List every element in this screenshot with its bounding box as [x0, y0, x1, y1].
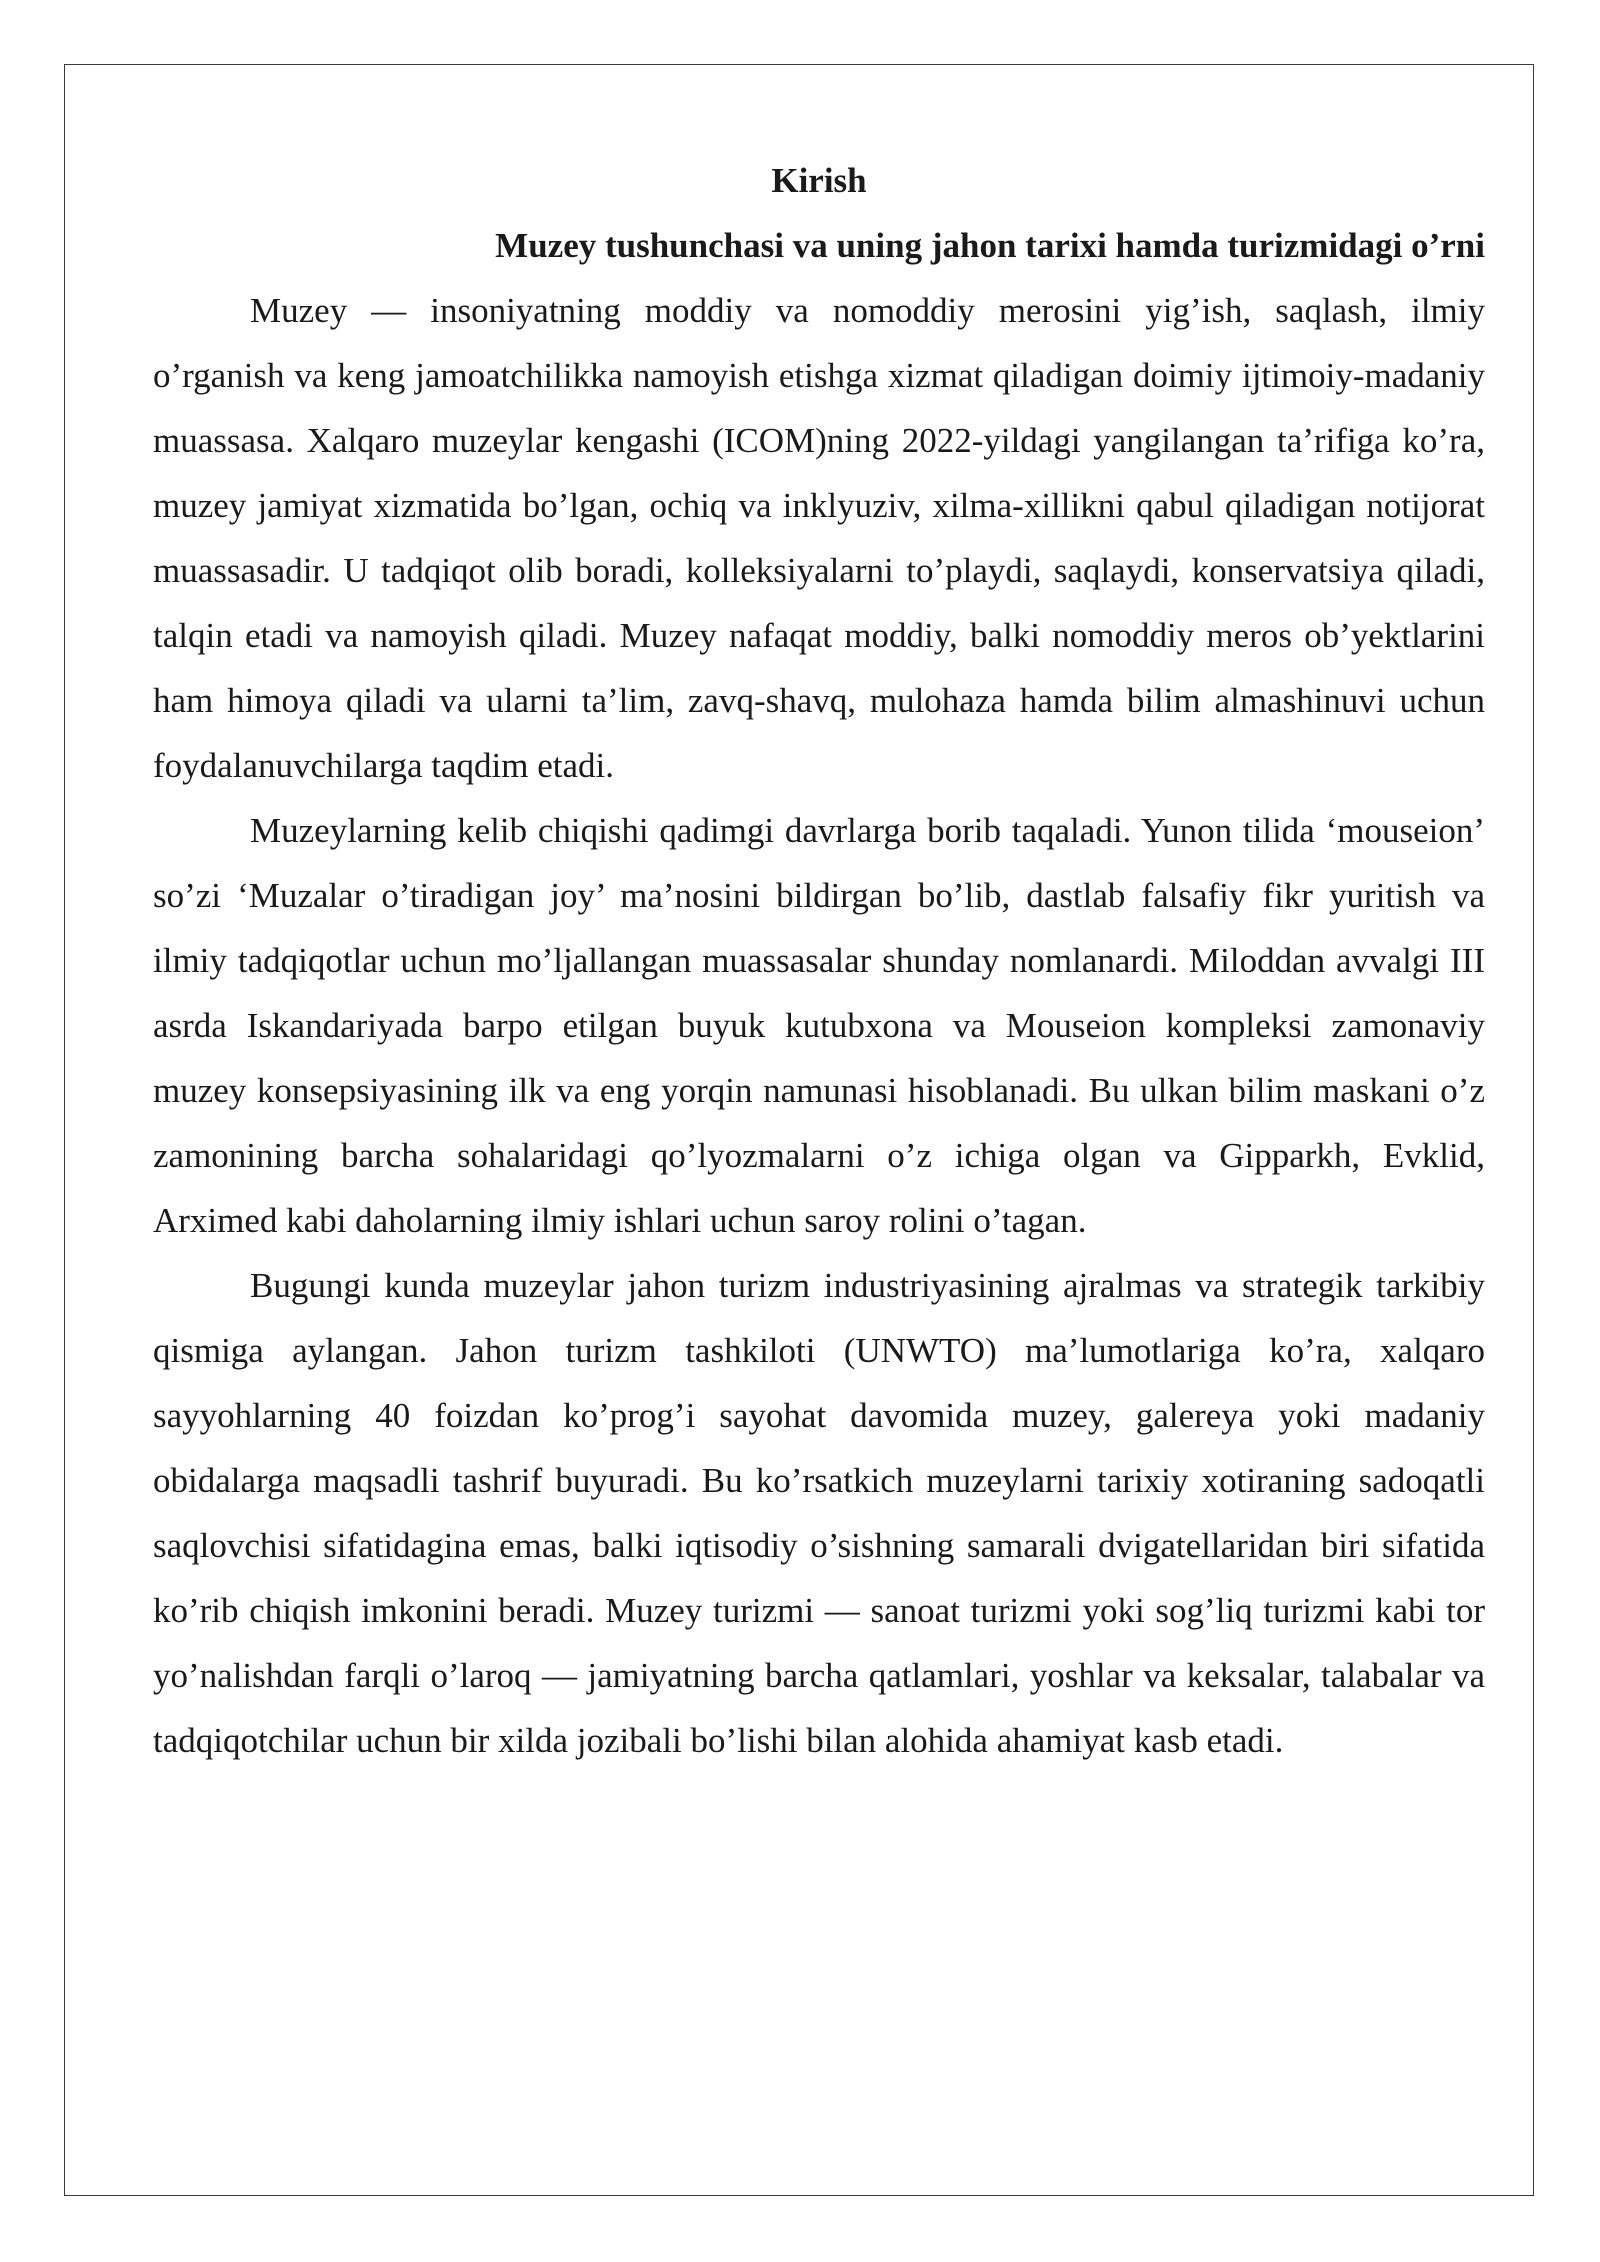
paragraph-tourism: Bugungi kunda muzeylar jahon turizm industriyasining ajralmas va strategik tarkibiy qismiga aylangan. Jahon turizm tashkiloti (UNWTO) ma’lumotlariga ko’ra, xalqaro sayyohlarning 40 foizdan ko’prog’i sayohat davomida muzey, galereya yoki madaniy obidalarga maqsadli tashrif buyuradi. Bu ko’rsatkich muzeylarni tarixiy xotiraning sadoqatli saqlovchisi sifatidagina emas, balki iqtisodiy o’sishning samarali dvigatellaridan biri sifatida ko’rib chiqish imkonini beradi. Muzey turizmi — sanoat turizmi yoki sog’liq turizmi kabi tor yo’nalishdan farqli o’laroq — jamiyatning barcha qatlamlari, yoshlar va keksalar, talabalar va tadqiqotchilar uchun bir xilda jozibali bo’lishi bilan alohida ahamiyat kasb etadi. [153, 1266, 1485, 1760]
paragraph-history: Muzeylarning kelib chiqishi qadimgi davrlarga borib taqaladi. Yunon tilida ‘mouseion’ so’zi ‘Muzalar o’tiradigan joy’ ma’nosini bildirgan bo’lib, dastlab falsafiy fikr yuritish va ilmiy tadqiqotlar uchun mo’ljallangan muassasalar shunday nomlanardi. Miloddan avvalgi III asrda Iskandariyada barpo etilgan buyuk kutubxona va Mouseion kompleksi zamonaviy muzey konsepsiyasining ilk va eng yorqin namunasi hisoblanadi. Bu ulkan bilim maskani o’z zamonining barcha sohalaridagi qo’lyozmalarni o’z ichiga olgan va Gipparkh, Evklid, Arximed kabi daholarning ilmiy ishlari uchun saroy rolini o’tagan. [153, 811, 1485, 1240]
document-body [153, 148, 1485, 1773]
document-title: Kirish [771, 161, 867, 200]
document-subtitle: Muzey tushunchasi va uning jahon tarixi hamda turizmidagi o’rni [495, 226, 1485, 265]
paragraph-definition: Muzey — insoniyatning moddiy va nomoddiy merosini yig’ish, saqlash, ilmiy o’rganish va keng jamoatchilikka namoyish etishga xizmat qiladigan doimiy ijtimoiy-madaniy muassasa. Xalqaro muzeylar kengashi (ICOM)ning 2022-yildagi yangilangan ta’rifiga ko’ra, muzey jamiyat xizmatida bo’lgan, ochiq va inklyuziv, xilma-xillikni qabul qiladigan notijorat muassasadir. U tadqiqot olib boradi, kolleksiyalarni to’playdi, saqlaydi, konservatsiya qiladi, talqin etadi va namoyish qiladi. Muzey nafaqat moddiy, balki nomoddiy meros ob’yektlarini ham himoya qiladi va ularni ta’lim, zavq-shavq, mulohaza hamda bilim almashinuvi uchun foydalanuvchilarga taqdim etadi. [153, 291, 1485, 785]
